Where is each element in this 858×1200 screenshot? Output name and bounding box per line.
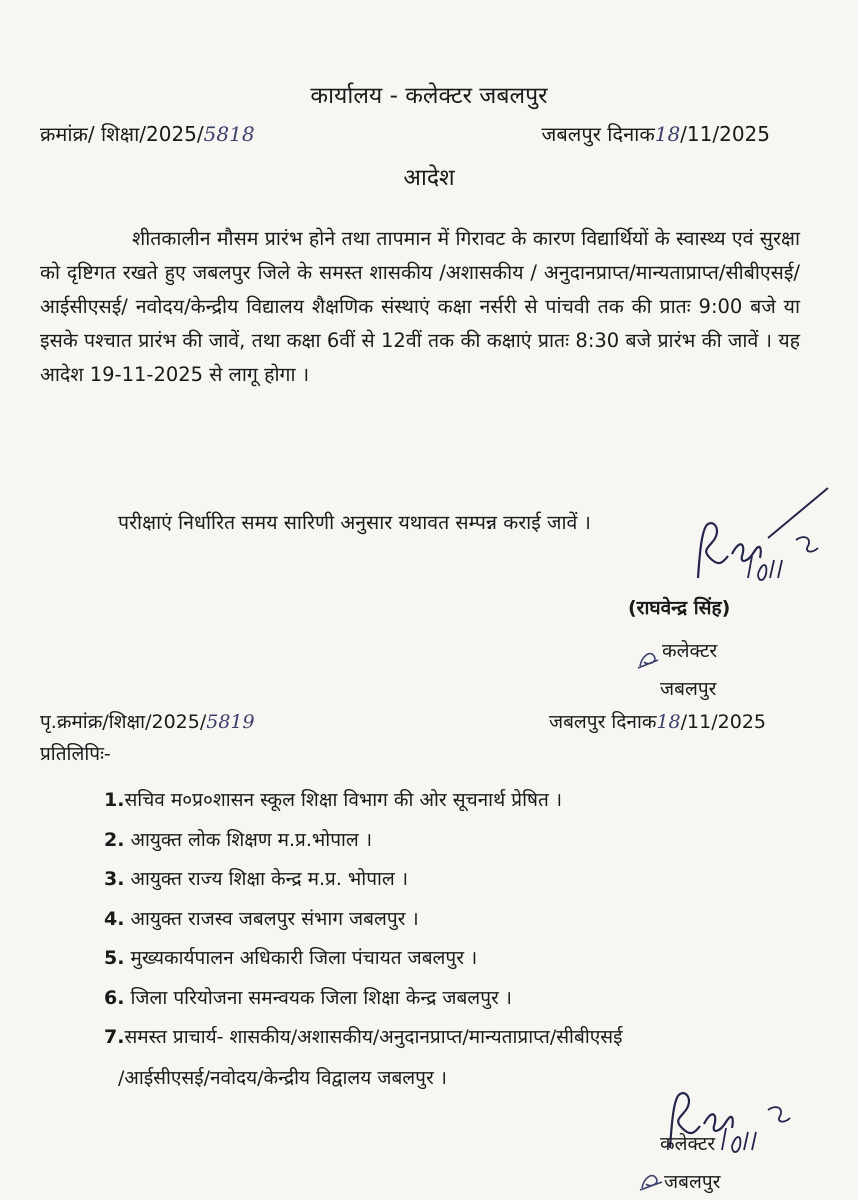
order-title: आदेश xyxy=(403,165,455,191)
date-prefix: जबलपुर दिनाक xyxy=(541,122,655,146)
list-item-number: 7. xyxy=(104,1026,125,1048)
endorsement-date-suffix: /11/2025 xyxy=(680,711,766,733)
list-item xyxy=(104,786,622,826)
list-item xyxy=(104,826,622,866)
signatory-designation: कलेक्टर xyxy=(662,640,718,662)
list-item-number: 5. xyxy=(104,947,125,969)
list-item xyxy=(104,865,622,905)
endorsement-date-handwritten-day: 18 xyxy=(656,711,681,733)
endorsement-reference-number xyxy=(40,708,255,734)
collector-signature xyxy=(688,478,838,598)
date-handwritten-day: 18 xyxy=(654,122,681,146)
list-item-number: 4. xyxy=(104,907,125,930)
list-item-number: 6. xyxy=(104,986,125,1009)
signatory-name: (राघवेन्द्र सिंह) xyxy=(628,597,731,619)
copy-recipient-list xyxy=(104,786,622,1063)
order-reference-number xyxy=(40,120,255,147)
endorsement-date-prefix: जबलपुर दिनाक xyxy=(548,711,657,733)
endorsement-reference-prefix: पृ.क्रमांक्र/शिक्षा/2025/ xyxy=(40,711,207,733)
list-item-text: जिला परियोजना समन्वयक जिला शिक्षा केन्द्र जबलपुर । xyxy=(124,986,512,1009)
date-suffix: /11/2025 xyxy=(680,122,770,146)
list-item-number: 1. xyxy=(104,789,125,811)
initial-mark xyxy=(636,648,662,670)
list-item-text: समस्त प्राचार्य- शासकीय/अशासकीय/अनुदानप्राप्त/मान्यताप्राप्त/सीबीएसई xyxy=(124,1026,623,1048)
initial-mark-endorsement xyxy=(638,1168,666,1192)
list-item-text: मुख्यकार्यपालन अधिकारी जिला पंचायत जबलपुर । xyxy=(124,947,478,969)
order-paragraph: शीतकालीन मौसम प्रारंभ होने तथा तापमान में गिरावट के कारण विद्यार्थियों के स्वास्थ्य एवं सुरक्षा को दृष्टिगत रखते हुए जबलपुर जिले के समस्त शासकीय /अशासकीय / अनुदानप्राप्त/मान्यताप्राप्त/सीबीएसई/आईसीएसई/ नवोदय/केन्द्रीय विद्यालय शैक्षणिक संस्थाएं कक्षा नर्सरी से पांचवी तक की प्रातः 9:00 बजे या इसके पश्चात प्रारंभ की जावें, तथा कक्षा 6वीं से 12वीं तक की कक्षाएं प्रातः 8:30 बजे प्रारंभ की जावें । यह आदेश 19-11-2025 से लागू होगा । xyxy=(40,227,801,386)
endorsement-date xyxy=(549,708,766,734)
list-item-text: आयुक्त लोक शिक्षण म.प्र.भोपाल । xyxy=(124,828,373,851)
list-item xyxy=(104,1023,622,1063)
list-item-number: 2. xyxy=(104,828,125,851)
office-heading: कार्यालय - कलेक्टर जबलपुर xyxy=(310,83,548,109)
exam-note: परीक्षाएं निर्धारित समय सारिणी अनुसार यथावत सम्पन्न कराई जावें । xyxy=(118,511,591,534)
reference-prefix: क्रमांक्र/ शिक्षा/2025/ xyxy=(40,122,204,146)
list-item-text: आयुक्त राज्य शिक्षा केन्द्र म.प्र. भोपाल । xyxy=(124,868,409,890)
list-item-text: सचिव म०प्र०शासन स्कूल शिक्षा विभाग की ओर सूचनार्थ प्रेषित । xyxy=(124,789,563,811)
endorsement-reference-handwritten-number: 5819 xyxy=(206,711,255,733)
list-item-number: 3. xyxy=(104,868,125,890)
copy-to-label: प्रतिलिपिः- xyxy=(40,743,111,765)
order-date xyxy=(542,120,770,147)
list-item-text: आयुक्त राजस्व जबलपुर संभाग जबलपुर । xyxy=(124,907,419,930)
endorsement-designation: कलेक्टर xyxy=(660,1133,716,1155)
order-body xyxy=(40,222,800,392)
list-item xyxy=(104,905,622,945)
list-item xyxy=(104,984,622,1024)
list-item-continuation: /आईसीएसई/नवोदय/केन्द्रीय विद्वालय जबलपुर । xyxy=(118,1067,447,1089)
list-item xyxy=(104,944,622,984)
endorsement-place: जबलपुर xyxy=(664,1171,721,1193)
signatory-place: जबलपुर xyxy=(660,678,717,700)
reference-handwritten-number: 5818 xyxy=(203,122,255,146)
